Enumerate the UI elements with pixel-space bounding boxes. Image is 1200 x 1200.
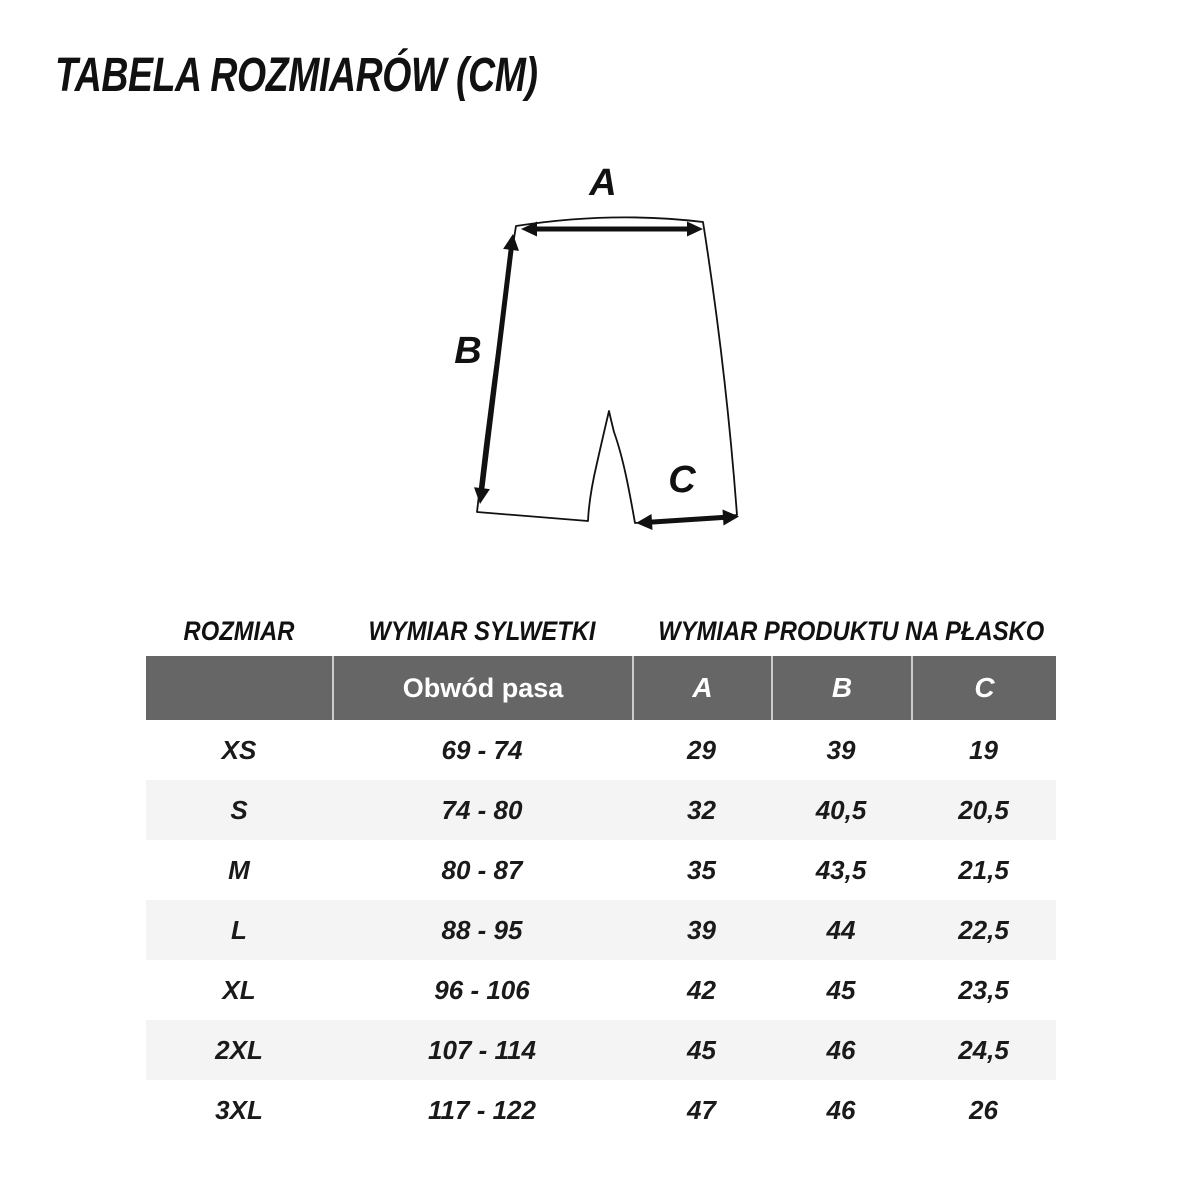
cell-size: 2XL [215, 1034, 263, 1065]
cell-c: 22,5 [958, 914, 1009, 945]
table-row-m [146, 840, 1056, 900]
table-row-xl [146, 960, 1056, 1020]
column-header-waist: Obwód pasa [332, 656, 632, 720]
cell-waist: 69 - 74 [441, 734, 523, 765]
cell-c: 23,5 [958, 974, 1009, 1005]
cell-a: 29 [687, 734, 716, 765]
cell-waist: 80 - 87 [441, 854, 523, 885]
cell-waist: 88 - 95 [441, 914, 523, 945]
table-body [146, 720, 1056, 1140]
cell-b: 44 [826, 914, 856, 945]
cell-b: 46 [826, 1034, 856, 1065]
table-row-3xl [146, 1080, 1056, 1140]
cell-size: L [231, 914, 247, 945]
cell-size: XS [221, 734, 257, 765]
size-table [146, 656, 1056, 1140]
column-header-c: C [911, 656, 1056, 720]
cell-size: M [228, 854, 250, 885]
diagram-label-b: B [454, 330, 482, 372]
cell-a: 45 [687, 1034, 716, 1065]
diagram-label-a: A [589, 162, 617, 204]
cell-b: 46 [826, 1094, 856, 1125]
table-row-s [146, 780, 1056, 840]
column-header-b: B [771, 656, 911, 720]
measure-arrow-a [521, 222, 703, 237]
column-header-a: A [632, 656, 771, 720]
cell-b: 40,5 [815, 794, 867, 825]
cell-a: 35 [687, 854, 716, 885]
table-row-xs [146, 720, 1056, 780]
cell-waist: 107 - 114 [428, 1034, 536, 1065]
cell-b: 43,5 [815, 854, 867, 885]
page-title: TABELA ROZMIARÓW (CM) [55, 49, 538, 102]
table-row-2xl [146, 1020, 1056, 1080]
group-header-body-measure-label: WYMIAR SYLWETKI [368, 616, 596, 646]
cell-c: 21,5 [958, 854, 1009, 885]
diagram-label-c: C [668, 459, 696, 501]
column-header-size [146, 656, 332, 720]
cell-waist: 74 - 80 [441, 794, 523, 825]
cell-c: 19 [969, 734, 998, 765]
cell-a: 32 [687, 794, 716, 825]
table-row-l [146, 900, 1056, 960]
cell-size: S [230, 794, 248, 825]
cell-a: 47 [687, 1094, 716, 1125]
group-header-product-measure-label: WYMIAR PRODUKTU NA PŁASKO [658, 616, 1045, 646]
cell-c: 20,5 [958, 794, 1009, 825]
cell-c: 26 [969, 1094, 998, 1125]
shorts-outline [477, 217, 737, 523]
group-header-product-measure [632, 614, 1056, 648]
group-header-size-label: ROZMIAR [183, 616, 295, 646]
table-header-row [146, 656, 1056, 720]
cell-b: 39 [826, 734, 856, 765]
cell-a: 42 [687, 974, 716, 1005]
cell-c: 24,5 [958, 1034, 1009, 1065]
group-header-size [146, 614, 332, 648]
cell-waist: 117 - 122 [428, 1094, 536, 1125]
cell-a: 39 [687, 914, 716, 945]
cell-waist: 96 - 106 [434, 974, 530, 1005]
cell-size: XL [222, 974, 256, 1005]
cell-size: 3XL [215, 1094, 263, 1125]
cell-b: 45 [826, 974, 856, 1005]
measure-arrow-c [636, 510, 739, 531]
group-header-body-measure [332, 614, 632, 648]
